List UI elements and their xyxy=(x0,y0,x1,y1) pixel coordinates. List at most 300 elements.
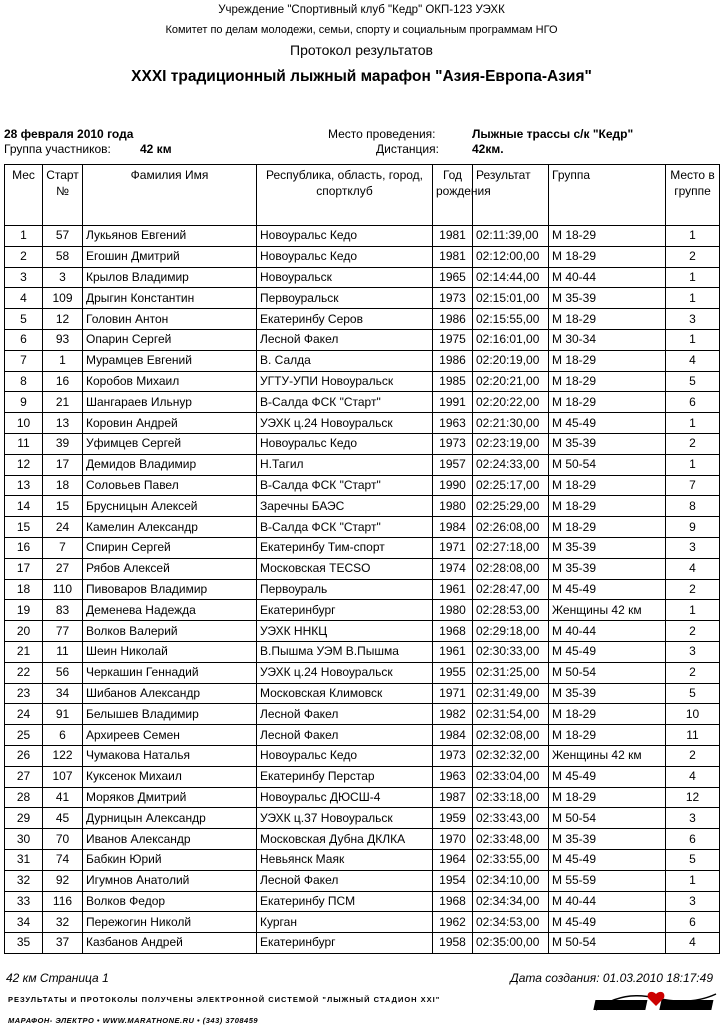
cell-group-place: 4 xyxy=(666,933,720,954)
cell-birth-year: 1958 xyxy=(433,933,473,954)
cell-group-place: 6 xyxy=(666,392,720,413)
cell-result: 02:15:55,00 xyxy=(473,309,549,330)
cell-group-place: 6 xyxy=(666,829,720,850)
cell-birth-year: 1984 xyxy=(433,517,473,538)
cell-birth-year: 1964 xyxy=(433,849,473,870)
cell-region: Н.Тагил xyxy=(257,454,433,475)
cell-start: 83 xyxy=(43,600,83,621)
cell-place: 11 xyxy=(5,433,43,454)
cell-group: М 18-29 xyxy=(549,246,666,267)
cell-start: 6 xyxy=(43,725,83,746)
cell-group: М 45-49 xyxy=(549,849,666,870)
cell-name: Опарин Сергей xyxy=(83,329,257,350)
cell-name: Белышев Владимир xyxy=(83,704,257,725)
cell-start: 11 xyxy=(43,641,83,662)
cell-start: 32 xyxy=(43,912,83,933)
cell-result: 02:33:55,00 xyxy=(473,849,549,870)
table-row xyxy=(5,329,720,350)
cell-group-place: 1 xyxy=(666,600,720,621)
cell-group: М 35-39 xyxy=(549,537,666,558)
cell-birth-year: 1973 xyxy=(433,288,473,309)
cell-region: Новоуральс Кедо xyxy=(257,246,433,267)
table-row xyxy=(5,309,720,330)
cell-place: 8 xyxy=(5,371,43,392)
cell-start: 24 xyxy=(43,517,83,538)
table-row xyxy=(5,745,720,766)
cell-name: Демидов Владимир xyxy=(83,454,257,475)
table-row xyxy=(5,725,720,746)
cell-group-place: 7 xyxy=(666,475,720,496)
cell-name: Пережогин Николй xyxy=(83,912,257,933)
cell-start: 122 xyxy=(43,745,83,766)
cell-group: М 35-39 xyxy=(549,433,666,454)
cell-name: Волков Валерий xyxy=(83,621,257,642)
cell-region: В.Пышма УЭМ В.Пышма xyxy=(257,641,433,662)
contact-line: МАРАФОН- ЭЛЕКТРО • WWW.MARATHONE.RU • (343) 3708459 xyxy=(8,1016,259,1025)
cell-birth-year: 1963 xyxy=(433,766,473,787)
cell-start: 17 xyxy=(43,454,83,475)
col-header-region: Республика, область, город, спортклуб xyxy=(257,165,433,226)
cell-result: 02:33:04,00 xyxy=(473,766,549,787)
cell-region: В-Салда ФСК "Старт" xyxy=(257,392,433,413)
cell-group-place: 2 xyxy=(666,579,720,600)
cell-group-place: 1 xyxy=(666,454,720,475)
cell-group-place: 2 xyxy=(666,246,720,267)
cell-region: В-Салда ФСК "Старт" xyxy=(257,517,433,538)
table-row xyxy=(5,641,720,662)
cell-group: М 50-54 xyxy=(549,662,666,683)
cell-name: Волков Федор xyxy=(83,891,257,912)
marathon-electro-logo xyxy=(592,988,720,1016)
cell-place: 7 xyxy=(5,350,43,371)
cell-group: М 35-39 xyxy=(549,683,666,704)
cell-place: 27 xyxy=(5,766,43,787)
cell-place: 24 xyxy=(5,704,43,725)
cell-group: М 45-49 xyxy=(549,766,666,787)
col-header-name: Фамилия Имя xyxy=(83,165,257,226)
cell-start: 27 xyxy=(43,558,83,579)
cell-start: 57 xyxy=(43,226,83,247)
cell-place: 1 xyxy=(5,226,43,247)
cell-region: Лесной Факел xyxy=(257,329,433,350)
table-row xyxy=(5,704,720,725)
cell-region: Первоураль xyxy=(257,579,433,600)
cell-name: Дрыгин Константин xyxy=(83,288,257,309)
cell-group: М 18-29 xyxy=(549,309,666,330)
cell-name: Коровин Андрей xyxy=(83,413,257,434)
cell-name: Шибанов Александр xyxy=(83,683,257,704)
cell-region: Заречны БАЭС xyxy=(257,496,433,517)
cell-birth-year: 1974 xyxy=(433,558,473,579)
cell-result: 02:23:19,00 xyxy=(473,433,549,454)
cell-group-place: 1 xyxy=(666,870,720,891)
cell-name: Бабкин Юрий xyxy=(83,849,257,870)
cell-result: 02:34:34,00 xyxy=(473,891,549,912)
event-title: XXXI традиционный лыжный марафон "Азия-Европа-Азия" xyxy=(131,68,592,85)
cell-birth-year: 1973 xyxy=(433,745,473,766)
cell-start: 13 xyxy=(43,413,83,434)
cell-result: 02:32:32,00 xyxy=(473,745,549,766)
cell-name: Спирин Сергей xyxy=(83,537,257,558)
cell-group: М 18-29 xyxy=(549,226,666,247)
cell-group: М 18-29 xyxy=(549,517,666,538)
table-header-row xyxy=(5,165,720,226)
cell-group-place: 2 xyxy=(666,662,720,683)
committee-header: Комитет по делам молодежи, семьи, спорту и социальным программам НГО xyxy=(165,24,558,36)
cell-name: Головин Антон xyxy=(83,309,257,330)
cell-start: 16 xyxy=(43,371,83,392)
cell-result: 02:33:18,00 xyxy=(473,787,549,808)
cell-name: Камелин Александр xyxy=(83,517,257,538)
cell-birth-year: 1962 xyxy=(433,912,473,933)
cell-group: М 50-54 xyxy=(549,808,666,829)
table-row xyxy=(5,350,720,371)
cell-name: Шеин Николай xyxy=(83,641,257,662)
cell-region: Лесной Факел xyxy=(257,725,433,746)
cell-place: 26 xyxy=(5,745,43,766)
cell-place: 2 xyxy=(5,246,43,267)
table-row xyxy=(5,558,720,579)
organization-header: Учреждение "Спортивный клуб "Кедр" ОКП-123 УЭХК xyxy=(218,4,505,16)
cell-region: Новоуральс Кедо xyxy=(257,226,433,247)
cell-place: 30 xyxy=(5,829,43,850)
cell-place: 35 xyxy=(5,933,43,954)
cell-place: 14 xyxy=(5,496,43,517)
cell-place: 23 xyxy=(5,683,43,704)
cell-result: 02:34:10,00 xyxy=(473,870,549,891)
cell-birth-year: 1986 xyxy=(433,309,473,330)
cell-place: 29 xyxy=(5,808,43,829)
cell-group-place: 3 xyxy=(666,537,720,558)
cell-birth-year: 1970 xyxy=(433,829,473,850)
cell-birth-year: 1985 xyxy=(433,371,473,392)
table-row xyxy=(5,891,720,912)
cell-group-place: 4 xyxy=(666,350,720,371)
cell-birth-year: 1986 xyxy=(433,350,473,371)
table-row xyxy=(5,267,720,288)
cell-start: 37 xyxy=(43,933,83,954)
system-note: РЕЗУЛЬТАТЫ И ПРОТОКОЛЫ ПОЛУЧЕНЫ ЭЛЕКТРОННОЙ СИСТЕМОЙ "ЛЫЖНЫЙ СТАДИОН XXI" xyxy=(8,995,441,1004)
group-label: Группа участников: xyxy=(4,142,111,156)
cell-result: 02:34:53,00 xyxy=(473,912,549,933)
cell-place: 18 xyxy=(5,579,43,600)
cell-name: Брусницын Алексей xyxy=(83,496,257,517)
cell-place: 5 xyxy=(5,309,43,330)
cell-group-place: 1 xyxy=(666,413,720,434)
cell-start: 74 xyxy=(43,849,83,870)
venue-label: Место проведения: xyxy=(328,127,436,141)
cell-group-place: 1 xyxy=(666,329,720,350)
cell-place: 31 xyxy=(5,849,43,870)
cell-group-place: 3 xyxy=(666,891,720,912)
table-row xyxy=(5,808,720,829)
cell-result: 02:29:18,00 xyxy=(473,621,549,642)
cell-group-place: 3 xyxy=(666,641,720,662)
cell-group: М 18-29 xyxy=(549,725,666,746)
cell-region: УЭХК ННКЦ xyxy=(257,621,433,642)
table-row xyxy=(5,600,720,621)
cell-birth-year: 1955 xyxy=(433,662,473,683)
cell-region: Новоуральс Кедо xyxy=(257,433,433,454)
cell-region: Екатеринбу Тим-спорт xyxy=(257,537,433,558)
table-row xyxy=(5,517,720,538)
cell-group: М 18-29 xyxy=(549,704,666,725)
cell-result: 02:25:29,00 xyxy=(473,496,549,517)
cell-region: Екатеринбург xyxy=(257,600,433,621)
cell-place: 3 xyxy=(5,267,43,288)
col-header-group: Группа xyxy=(549,165,666,226)
table-row xyxy=(5,537,720,558)
cell-birth-year: 1982 xyxy=(433,704,473,725)
cell-name: Уфимцев Сергей xyxy=(83,433,257,454)
cell-start: 110 xyxy=(43,579,83,600)
cell-group: М 45-49 xyxy=(549,641,666,662)
cell-start: 7 xyxy=(43,537,83,558)
cell-start: 116 xyxy=(43,891,83,912)
cell-place: 12 xyxy=(5,454,43,475)
cell-group: М 45-49 xyxy=(549,912,666,933)
cell-place: 32 xyxy=(5,870,43,891)
cell-result: 02:11:39,00 xyxy=(473,226,549,247)
cell-region: УЭХК ц.24 Новоуральск xyxy=(257,662,433,683)
cell-place: 15 xyxy=(5,517,43,538)
cell-place: 4 xyxy=(5,288,43,309)
cell-group: М 50-54 xyxy=(549,454,666,475)
cell-place: 33 xyxy=(5,891,43,912)
cell-name: Куксенок Михаил xyxy=(83,766,257,787)
cell-name: Иванов Александр xyxy=(83,829,257,850)
cell-result: 02:33:48,00 xyxy=(473,829,549,850)
cell-region: Екатеринбу Перстар xyxy=(257,766,433,787)
cell-place: 25 xyxy=(5,725,43,746)
table-row xyxy=(5,662,720,683)
table-row xyxy=(5,454,720,475)
cell-group-place: 5 xyxy=(666,849,720,870)
cell-result: 02:20:22,00 xyxy=(473,392,549,413)
table-row xyxy=(5,433,720,454)
cell-result: 02:28:53,00 xyxy=(473,600,549,621)
cell-group-place: 3 xyxy=(666,309,720,330)
table-row xyxy=(5,371,720,392)
cell-result: 02:31:49,00 xyxy=(473,683,549,704)
cell-birth-year: 1961 xyxy=(433,641,473,662)
table-row xyxy=(5,683,720,704)
table-row xyxy=(5,475,720,496)
table-row xyxy=(5,870,720,891)
cell-group: М 18-29 xyxy=(549,371,666,392)
cell-region: Московская Дубна ДКЛКА xyxy=(257,829,433,850)
cell-group: М 18-29 xyxy=(549,350,666,371)
table-row xyxy=(5,829,720,850)
col-header-group-place: Место в группе xyxy=(666,165,720,226)
cell-place: 20 xyxy=(5,621,43,642)
cell-start: 15 xyxy=(43,496,83,517)
cell-name: Деменева Надежда xyxy=(83,600,257,621)
cell-start: 3 xyxy=(43,267,83,288)
cell-result: 02:35:00,00 xyxy=(473,933,549,954)
page-info: 42 км Страница 1 xyxy=(6,971,109,985)
cell-start: 34 xyxy=(43,683,83,704)
table-row xyxy=(5,933,720,954)
cell-result: 02:24:33,00 xyxy=(473,454,549,475)
cell-result: 02:31:54,00 xyxy=(473,704,549,725)
table-row xyxy=(5,787,720,808)
cell-birth-year: 1959 xyxy=(433,808,473,829)
cell-group-place: 11 xyxy=(666,725,720,746)
cell-group: М 55-59 xyxy=(549,870,666,891)
cell-region: Курган xyxy=(257,912,433,933)
cell-region: УГТУ-УПИ Новоуральск xyxy=(257,371,433,392)
cell-group-place: 4 xyxy=(666,766,720,787)
cell-group: М 18-29 xyxy=(549,787,666,808)
cell-region: УЭХК ц.24 Новоуральск xyxy=(257,413,433,434)
cell-region: Новоуральс Кедо xyxy=(257,745,433,766)
cell-place: 17 xyxy=(5,558,43,579)
cell-name: Черкашин Геннадий xyxy=(83,662,257,683)
cell-result: 02:33:43,00 xyxy=(473,808,549,829)
cell-group-place: 6 xyxy=(666,912,720,933)
cell-region: Екатеринбу ПСМ xyxy=(257,891,433,912)
cell-group-place: 1 xyxy=(666,288,720,309)
cell-group: Женщины 42 км xyxy=(549,600,666,621)
cell-start: 39 xyxy=(43,433,83,454)
cell-region: Лесной Факел xyxy=(257,704,433,725)
cell-result: 02:26:08,00 xyxy=(473,517,549,538)
cell-place: 21 xyxy=(5,641,43,662)
cell-result: 02:30:33,00 xyxy=(473,641,549,662)
cell-group: М 45-49 xyxy=(549,413,666,434)
col-header-birth-year: Год рождения xyxy=(433,165,473,226)
table-row xyxy=(5,912,720,933)
cell-name: Соловьев Павел xyxy=(83,475,257,496)
cell-birth-year: 1973 xyxy=(433,433,473,454)
cell-start: 41 xyxy=(43,787,83,808)
cell-name: Мурамцев Евгений xyxy=(83,350,257,371)
cell-birth-year: 1991 xyxy=(433,392,473,413)
cell-start: 70 xyxy=(43,829,83,850)
col-header-start: Старт № xyxy=(43,165,83,226)
created-date: Дата создания: 01.03.2010 18:17:49 xyxy=(510,971,713,985)
cell-group: М 40-44 xyxy=(549,891,666,912)
cell-start: 92 xyxy=(43,870,83,891)
table-row xyxy=(5,226,720,247)
cell-region: Московская TECSO xyxy=(257,558,433,579)
cell-region: Екатеринбу Серов xyxy=(257,309,433,330)
cell-region: Невьянск Маяк xyxy=(257,849,433,870)
cell-result: 02:20:21,00 xyxy=(473,371,549,392)
cell-region: Екатеринбург xyxy=(257,933,433,954)
cell-place: 10 xyxy=(5,413,43,434)
cell-region: В. Салда xyxy=(257,350,433,371)
cell-name: Егошин Дмитрий xyxy=(83,246,257,267)
cell-name: Рябов Алексей xyxy=(83,558,257,579)
cell-region: Московская Климовск xyxy=(257,683,433,704)
cell-name: Архиреев Семен xyxy=(83,725,257,746)
cell-group: Женщины 42 км xyxy=(549,745,666,766)
cell-birth-year: 1954 xyxy=(433,870,473,891)
cell-start: 93 xyxy=(43,329,83,350)
cell-result: 02:28:47,00 xyxy=(473,579,549,600)
cell-name: Чумакова Наталья xyxy=(83,745,257,766)
cell-place: 28 xyxy=(5,787,43,808)
cell-start: 77 xyxy=(43,621,83,642)
cell-start: 45 xyxy=(43,808,83,829)
cell-birth-year: 1980 xyxy=(433,600,473,621)
cell-start: 1 xyxy=(43,350,83,371)
cell-group: М 35-39 xyxy=(549,288,666,309)
cell-result: 02:27:18,00 xyxy=(473,537,549,558)
table-row xyxy=(5,392,720,413)
cell-birth-year: 1968 xyxy=(433,621,473,642)
table-row xyxy=(5,246,720,267)
cell-start: 56 xyxy=(43,662,83,683)
results-table xyxy=(4,164,720,954)
cell-place: 22 xyxy=(5,662,43,683)
cell-place: 19 xyxy=(5,600,43,621)
cell-result: 02:32:08,00 xyxy=(473,725,549,746)
cell-place: 13 xyxy=(5,475,43,496)
cell-result: 02:25:17,00 xyxy=(473,475,549,496)
cell-group: М 18-29 xyxy=(549,475,666,496)
protocol-title: Протокол результатов xyxy=(290,42,433,58)
cell-place: 16 xyxy=(5,537,43,558)
cell-name: Крылов Владимир xyxy=(83,267,257,288)
cell-birth-year: 1984 xyxy=(433,725,473,746)
cell-result: 02:28:08,00 xyxy=(473,558,549,579)
cell-result: 02:21:30,00 xyxy=(473,413,549,434)
cell-name: Коробов Михаил xyxy=(83,371,257,392)
cell-name: Лукьянов Евгений xyxy=(83,226,257,247)
cell-result: 02:14:44,00 xyxy=(473,267,549,288)
cell-start: 107 xyxy=(43,766,83,787)
cell-group: М 40-44 xyxy=(549,621,666,642)
cell-result: 02:16:01,00 xyxy=(473,329,549,350)
cell-place: 34 xyxy=(5,912,43,933)
cell-start: 18 xyxy=(43,475,83,496)
cell-start: 58 xyxy=(43,246,83,267)
table-row xyxy=(5,413,720,434)
cell-start: 12 xyxy=(43,309,83,330)
cell-group-place: 2 xyxy=(666,621,720,642)
group-value: 42 км xyxy=(140,142,172,156)
cell-start: 109 xyxy=(43,288,83,309)
cell-group-place: 3 xyxy=(666,808,720,829)
cell-group-place: 5 xyxy=(666,371,720,392)
cell-birth-year: 1971 xyxy=(433,683,473,704)
cell-place: 6 xyxy=(5,329,43,350)
cell-name: Моряков Дмитрий xyxy=(83,787,257,808)
cell-name: Пивоваров Владимир xyxy=(83,579,257,600)
cell-group-place: 4 xyxy=(666,558,720,579)
table-row xyxy=(5,621,720,642)
cell-group: М 40-44 xyxy=(549,267,666,288)
cell-group-place: 9 xyxy=(666,517,720,538)
cell-name: Дурницын Александр xyxy=(83,808,257,829)
distance-label: Дистанция: xyxy=(376,142,439,156)
cell-region: Лесной Факел xyxy=(257,870,433,891)
cell-group: М 50-54 xyxy=(549,933,666,954)
cell-group: М 35-39 xyxy=(549,829,666,850)
table-row xyxy=(5,496,720,517)
cell-birth-year: 1981 xyxy=(433,226,473,247)
cell-birth-year: 1987 xyxy=(433,787,473,808)
cell-group: М 30-34 xyxy=(549,329,666,350)
table-row xyxy=(5,849,720,870)
cell-name: Игумнов Анатолий xyxy=(83,870,257,891)
table-row xyxy=(5,766,720,787)
cell-group-place: 8 xyxy=(666,496,720,517)
cell-group-place: 1 xyxy=(666,226,720,247)
